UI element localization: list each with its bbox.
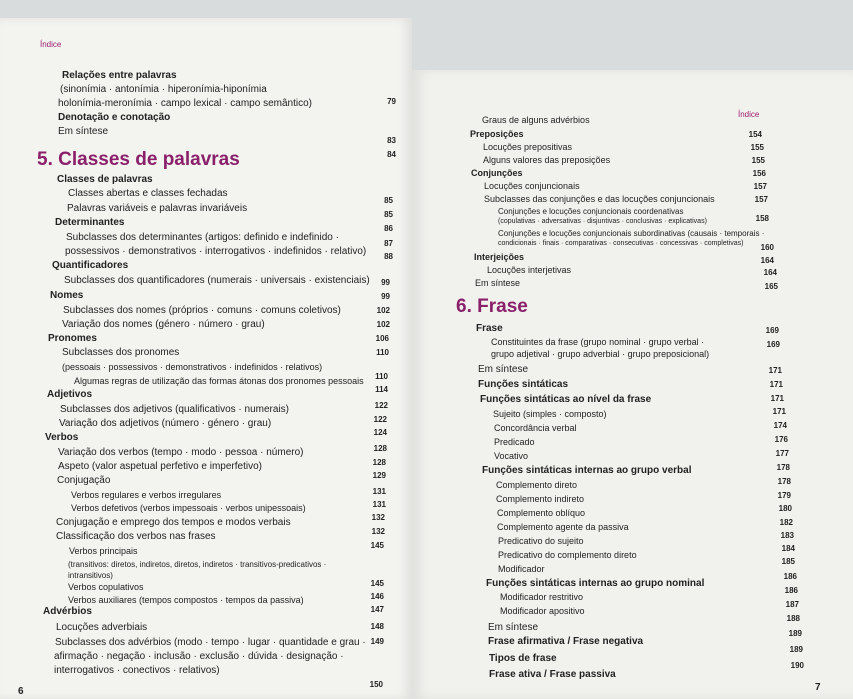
toc-entry: possessivos · demonstrativos · interrogativos · indefinidos · relativo)	[65, 246, 367, 257]
toc-page-number: 88	[384, 252, 393, 261]
left-page	[0, 18, 412, 699]
toc-entry: Advérbios	[43, 606, 92, 617]
toc-page-number: 160	[760, 243, 774, 252]
toc-entry: Complemento direto	[496, 480, 578, 490]
toc-page-number: 131	[372, 500, 386, 509]
toc-entry: Frase afirmativa / Frase negativa	[488, 636, 644, 647]
toc-page-number: 84	[387, 150, 396, 159]
toc-entry: Conjunções	[471, 168, 523, 178]
toc-page-number: 148	[370, 622, 384, 631]
toc-entry: Locuções adverbiais	[56, 622, 148, 633]
toc-entry: Relações entre palavras	[62, 70, 177, 81]
chapter-6-title: 6. Frase	[456, 296, 528, 317]
toc-page-number: 87	[384, 239, 393, 248]
toc-entry: interrogativos · conectivos · relativos)	[54, 665, 220, 676]
toc-entry: Adjetivos	[47, 389, 93, 400]
toc-page-number: 150	[369, 680, 383, 689]
toc-page-number: 155	[750, 143, 764, 152]
toc-entry: Complemento agente da passiva	[497, 522, 629, 532]
toc-entry: Variação dos verbos (tempo · modo · pessoa · número)	[58, 447, 304, 458]
toc-entry: Modificador restritivo	[500, 592, 584, 602]
toc-entry: Pronomes	[48, 333, 97, 344]
toc-entry: Alguns valores das preposições	[483, 155, 611, 165]
toc-page-number: 85	[384, 210, 393, 219]
toc-page-number: 145	[370, 541, 384, 550]
toc-entry: Graus de alguns advérbios	[482, 115, 590, 125]
chapter-5-title: 5. Classes de palavras	[37, 149, 240, 170]
toc-entry: Vocativo	[494, 451, 529, 461]
toc-entry: Verbos auxiliares (tempos compostos · tempos da passiva)	[68, 595, 304, 605]
toc-page-number: 157	[753, 182, 767, 191]
toc-page-number: 124	[373, 428, 387, 437]
toc-entry: Funções sintáticas ao nível da frase	[480, 394, 652, 405]
toc-page-number: 169	[765, 326, 779, 335]
toc-page-number: 155	[751, 156, 765, 165]
toc-page-number: 99	[381, 278, 390, 287]
toc-entry: Conjunções e locuções conjuncionais subordinativas (causais · temporais ·	[498, 229, 765, 238]
toc-entry: Verbos regulares e verbos irregulares	[71, 490, 222, 500]
toc-page-number: 186	[783, 572, 797, 581]
toc-page-number: 99	[381, 292, 390, 301]
toc-entry: Locuções interjetivas	[487, 265, 572, 275]
toc-page-number: 128	[373, 444, 387, 453]
toc-entry: Em síntese	[478, 364, 529, 375]
toc-page-number: 169	[766, 340, 780, 349]
toc-page-number: 132	[371, 527, 385, 536]
toc-page-number: 146	[370, 592, 384, 601]
toc-page-number: 164	[760, 256, 774, 265]
toc-entry: Tipos de frase	[489, 653, 557, 664]
toc-entry: Determinantes	[55, 217, 125, 228]
toc-entry: Preposições	[470, 129, 524, 139]
toc-page-number: 154	[748, 130, 762, 139]
toc-entry: intransitivos)	[68, 571, 113, 580]
toc-page-number: 156	[752, 169, 766, 178]
toc-entry: (pessoais · possessivos · demonstrativos · indefinidos · relativos)	[62, 362, 323, 372]
toc-entry: Verbos principais	[69, 546, 138, 556]
toc-entry: Modificador	[498, 564, 545, 574]
toc-entry: Palavras variáveis e palavras invariáveis	[67, 203, 248, 214]
toc-page-number: 147	[370, 605, 384, 614]
toc-page-number: 106	[375, 334, 389, 343]
toc-entry: (sinonímia · antonímia · hiperonímia-hiponímia	[60, 84, 267, 95]
toc-entry: Frase ativa / Frase passiva	[489, 669, 616, 680]
toc-entry: Nomes	[50, 290, 84, 301]
toc-page-number: 122	[374, 401, 388, 410]
toc-page-number: 85	[384, 196, 393, 205]
toc-entry: (transitivos: diretos, indiretos, diretos, indiretos · transitivos-predicativos ·	[68, 560, 327, 569]
toc-page-number: 187	[785, 600, 799, 609]
toc-page-number: 171	[769, 380, 783, 389]
toc-page-number: 122	[373, 415, 387, 424]
toc-page-number: 184	[781, 544, 795, 553]
toc-entry: Locuções conjuncionais	[484, 181, 580, 191]
left-header: Índice	[40, 40, 62, 49]
toc-page-number: 171	[770, 394, 784, 403]
toc-page-number: 180	[778, 504, 792, 513]
toc-page-number: 129	[372, 471, 386, 480]
toc-entry: Classes de palavras	[57, 174, 153, 185]
toc-entry: condicionais · finais · comparativas · consecutivas · concessivas · completivas)	[498, 240, 744, 247]
toc-entry: Variação dos adjetivos (número · género · grau)	[59, 418, 272, 429]
toc-page-number: 171	[768, 366, 782, 375]
toc-entry: Subclasses das conjunções e das locuções conjuncionais	[484, 194, 715, 204]
toc-page-number: 86	[384, 224, 393, 233]
toc-page-number: 188	[786, 614, 800, 623]
toc-page-number: 176	[774, 435, 788, 444]
toc-entry: Frase	[476, 323, 503, 334]
toc-entry: Quantificadores	[52, 260, 129, 271]
toc-entry: Subclasses dos advérbios (modo · tempo · lugar · quantidade e grau ·	[55, 637, 366, 648]
toc-page-number: 132	[371, 513, 385, 522]
toc-page-number: 190	[790, 661, 804, 670]
toc-entry: Denotação e conotação	[58, 112, 171, 123]
toc-page-number: 189	[788, 629, 802, 638]
toc-entry: Subclasses dos quantificadores (numerais · universais · existenciais)	[64, 275, 370, 286]
toc-entry: Subclasses dos determinantes (artigos: definido e indefinido ·	[66, 232, 339, 243]
toc-page-number: 157	[754, 195, 768, 204]
toc-entry: Verbos copulativos	[68, 582, 144, 592]
toc-page-number: 164	[763, 268, 777, 277]
toc-entry: Subclasses dos pronomes	[62, 347, 180, 358]
toc-entry: Locuções prepositivas	[483, 142, 573, 152]
toc-page-number: 189	[789, 645, 803, 654]
toc-entry: Funções sintáticas internas ao grupo nominal	[486, 578, 705, 589]
toc-entry: Algumas regras de utilização das formas átonas dos pronomes pessoais	[74, 376, 364, 386]
toc-entry: Em síntese	[488, 622, 539, 633]
toc-entry: Funções sintáticas	[478, 379, 569, 390]
toc-page-number: 178	[777, 477, 791, 486]
toc-page-number: 158	[755, 214, 769, 223]
toc-entry: Sujeito (simples · composto)	[493, 409, 607, 419]
toc-page-number: 131	[372, 487, 386, 496]
toc-page-number: 145	[370, 579, 384, 588]
toc-page-number: 114	[375, 385, 388, 394]
toc-entry: Subclasses dos nomes (próprios · comuns · comuns coletivos)	[63, 305, 341, 316]
right-page-number: 7	[815, 682, 821, 693]
toc-entry: Interjeições	[474, 252, 525, 262]
toc-entry: Em síntese	[58, 126, 109, 137]
toc-entry: Aspeto (valor aspetual perfetivo e imperfetivo)	[58, 461, 262, 472]
toc-page-number: 185	[781, 557, 795, 566]
toc-page-number: 178	[776, 463, 790, 472]
toc-entry: Verbos defetivos (verbos impessoais · verbos unipessoais)	[71, 503, 306, 513]
toc-page-number: 83	[387, 136, 396, 145]
toc-entry: Complemento indireto	[496, 494, 585, 504]
toc-entry: Predicado	[494, 437, 535, 447]
toc-page-number: 179	[777, 491, 791, 500]
toc-page-number: 110	[376, 348, 389, 357]
toc-entry: afirmação · negação · inclusão · exclusão · dúvida · designação ·	[54, 651, 344, 662]
toc-page-number: 102	[376, 320, 390, 329]
toc-entry: Variação dos nomes (género · número · grau)	[62, 319, 265, 330]
toc-entry: Classificação dos verbos nas frases	[56, 531, 216, 542]
toc-entry: grupo adjetival · grupo adverbial · grupo preposicional)	[491, 349, 710, 359]
toc-entry: Conjugação e emprego dos tempos e modos verbais	[56, 517, 291, 528]
toc-page-number: 183	[780, 531, 794, 540]
toc-page-number: 182	[779, 518, 793, 527]
toc-page-number: 165	[764, 282, 778, 291]
toc-page-number: 128	[372, 458, 386, 467]
toc-page-number: 177	[775, 449, 789, 458]
right-page	[412, 70, 853, 699]
toc-entry: Em síntese	[475, 278, 521, 288]
toc-page-number: 110	[375, 372, 388, 381]
toc-page-number: 171	[772, 407, 786, 416]
toc-entry: Complemento oblíquo	[497, 508, 586, 518]
toc-entry: Conjugação	[57, 475, 111, 486]
toc-entry: Verbos	[45, 432, 79, 443]
toc-entry: holonímia-meronímia · campo lexical · campo semântico)	[58, 98, 312, 109]
toc-page-number: 174	[773, 421, 787, 430]
toc-entry: Subclasses dos adjetivos (qualificativos · numerais)	[60, 404, 289, 415]
toc-page-number: 149	[370, 637, 384, 646]
toc-page-number: 186	[784, 586, 798, 595]
toc-entry: Modificador apositivo	[500, 606, 585, 616]
right-header: Índice	[738, 110, 760, 119]
toc-entry: Concordância verbal	[494, 423, 577, 433]
toc-entry: Classes abertas e classes fechadas	[68, 188, 228, 199]
toc-page-number: 102	[376, 306, 390, 315]
toc-entry: Conjunções e locuções conjuncionais coordenativas	[498, 207, 684, 216]
toc-entry: Funções sintáticas internas ao grupo verbal	[482, 465, 692, 476]
toc-entry: Predicativo do complemento direto	[498, 550, 637, 560]
toc-page-number: 79	[387, 97, 396, 106]
toc-entry: (copulativas · adversativas · disjuntivas · conclusivas · explicativas)	[498, 218, 707, 225]
left-page-number: 6	[18, 686, 24, 697]
toc-entry: Predicativo do sujeito	[498, 536, 584, 546]
toc-entry: Constituintes da frase (grupo nominal · grupo verbal ·	[491, 337, 705, 347]
